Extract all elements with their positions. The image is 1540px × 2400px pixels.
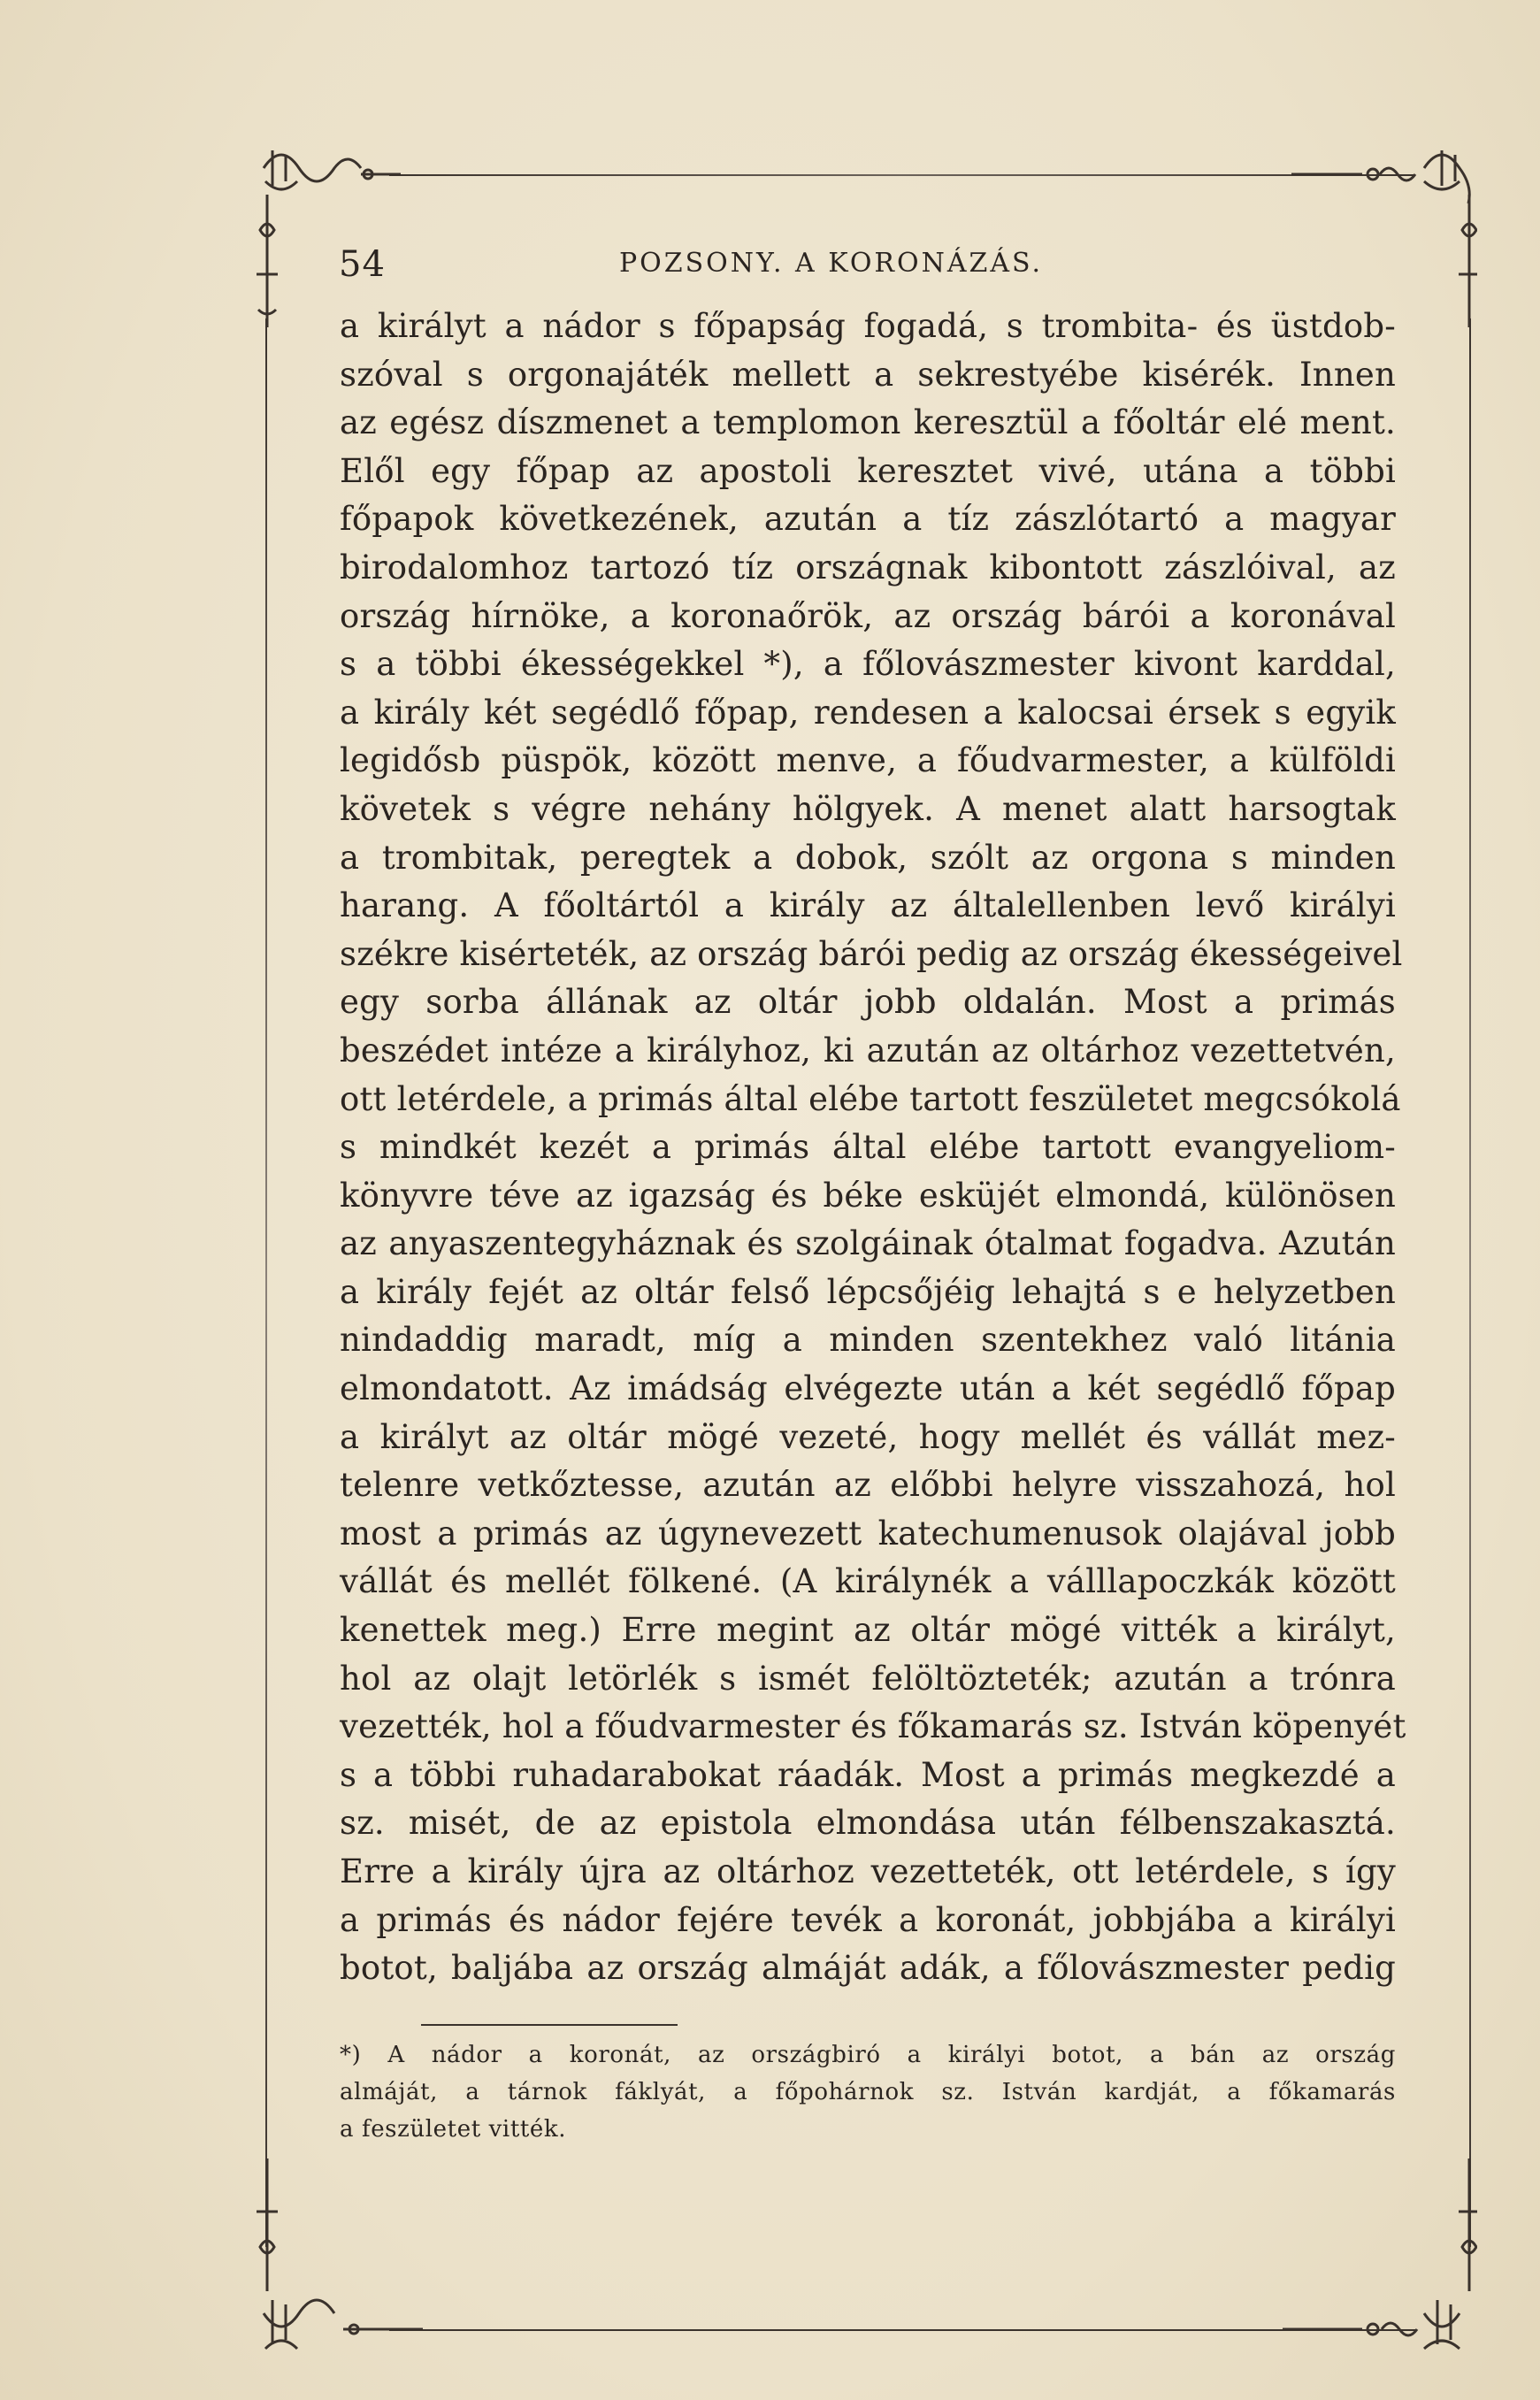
text-line: s a többi ruhadarabokat ráadák. Most a primás megkezdé a bbox=[340, 1755, 1396, 1794]
text-line: a király fejét az oltár felső lépcsőjéig lehajtá s e helyzetben bbox=[340, 1272, 1396, 1311]
text-line: beszédet intéze a királyhoz, ki azután az oltárhoz vezettetvén, bbox=[340, 1031, 1396, 1070]
text-line: legidősb püspök, között menve, a főudvarmester, a külföldi bbox=[340, 741, 1396, 780]
text-line: most a primás az úgynevezett katechumenusok olajával jobb bbox=[340, 1514, 1396, 1553]
text-line: ország hírnöke, a koronaőrök, az ország bárói a koronával bbox=[340, 596, 1396, 635]
text-line: Elől egy főpap az apostoli keresztet vivé, utána a többi bbox=[340, 451, 1396, 490]
scroll-ornament-icon bbox=[255, 133, 405, 327]
running-head: POZSONY. A KORONÁZÁS. bbox=[619, 248, 1044, 279]
text-line: elmondatott. Az imádság elvégezte után a két segédlő főpap bbox=[340, 1369, 1396, 1408]
text-line: s a többi ékességekkel *), a főlovászmester kivont karddal, bbox=[340, 645, 1396, 684]
text-line: vezették, hol a főudvarmester és főkamarás sz. István köpenyét bbox=[340, 1707, 1406, 1746]
text-line: követek s végre nehány hölgyek. A menet alatt harsogtak bbox=[340, 789, 1396, 828]
text-line: főpapok következének, azután a tíz zászlótartó a magyar bbox=[340, 500, 1396, 539]
text-line: a primás és nádor fejére tevék a koronát, jobbjába a királyi bbox=[340, 1900, 1396, 1939]
text-line: sz. misét, de az epistola elmondása után félbenszakasztá. bbox=[340, 1804, 1396, 1843]
text-line: telenre vetkőztesse, azután az előbbi helyre visszahozá, hol bbox=[340, 1466, 1396, 1505]
text-line: birodalomhoz tartozó tíz országnak kibontott zászlóival, az bbox=[340, 548, 1396, 587]
text-line: kenettek meg.) Erre megint az oltár mögé vitték a királyt, bbox=[340, 1611, 1396, 1650]
text-line: Erre a király újra az oltárhoz vezetteték, ott letérdele, s így bbox=[340, 1852, 1396, 1890]
text-line: botot, baljába az ország almáját adák, a főlovászmester pedig bbox=[340, 1949, 1396, 1988]
frame-top-rule bbox=[389, 174, 1415, 176]
scroll-ornament-icon bbox=[1283, 2158, 1477, 2371]
text-line: a király két segédlő főpap, rendesen a kalocsai érsek s egyik bbox=[340, 693, 1396, 732]
scroll-ornament-icon bbox=[255, 2158, 423, 2371]
scroll-ornament-icon bbox=[1291, 133, 1477, 327]
text-line: hol az olajt letörlék s ismét felöltözteték; azután a trónra bbox=[340, 1659, 1396, 1698]
frame-right-rule bbox=[1469, 318, 1471, 2247]
text-line: a királyt az oltár mögé vezeté, hogy mellét és vállát mez- bbox=[340, 1417, 1396, 1456]
text-line: harang. A főoltártól a király az általellenben levő királyi bbox=[340, 886, 1396, 925]
text-line: az anyaszentegyháznak és szolgáinak ótalmat fogadva. Azután bbox=[340, 1224, 1396, 1263]
page-number: 54 bbox=[339, 244, 386, 285]
text-line: vállát és mellét fölkené. (A királynék a válllapoczkák között bbox=[340, 1562, 1396, 1601]
footnote-line: almáját, a tárnok fáklyát, a főpohárnok sz. István kardját, a főkamarás bbox=[340, 2079, 1396, 2105]
text-line: könyvre téve az igazság és béke esküjét elmondá, különösen bbox=[340, 1176, 1396, 1215]
text-line: s mindkét kezét a primás által elébe tartott evangyeliom- bbox=[340, 1128, 1396, 1167]
footnote-line: *) A nádor a koronát, az országbiró a királyi botot, a bán az ország bbox=[340, 2042, 1396, 2068]
text-line: az egész díszmenet a templomon keresztül a főoltár elé ment. bbox=[340, 403, 1396, 442]
text-line: ott letérdele, a primás által elébe tartott feszületet megcsókolá bbox=[340, 1079, 1401, 1118]
text-line: a trombitak, peregtek a dobok, szólt az orgona s minden bbox=[340, 838, 1396, 877]
text-line: egy sorba állának az oltár jobb oldalán. Most a primás bbox=[340, 983, 1396, 1022]
text-line: a királyt a nádor s főpapság fogadá, s trombita- és üstdob- bbox=[340, 307, 1396, 345]
footnote-rule bbox=[421, 2024, 678, 2026]
text-line: nindaddig maradt, míg a minden szentekhez való litánia bbox=[340, 1321, 1396, 1360]
text-line: székre kisérteték, az ország bárói pedig az ország ékességeivel bbox=[340, 934, 1403, 973]
frame-bottom-rule bbox=[389, 2329, 1415, 2331]
text-line: szóval s orgonajáték mellett a sekrestyébe kisérék. Innen bbox=[340, 355, 1396, 394]
footnote bbox=[340, 2036, 1396, 2148]
footnote-line: a feszületet vitték. bbox=[340, 2116, 567, 2143]
body-text bbox=[340, 303, 1406, 1993]
frame-left-rule bbox=[265, 318, 267, 2247]
